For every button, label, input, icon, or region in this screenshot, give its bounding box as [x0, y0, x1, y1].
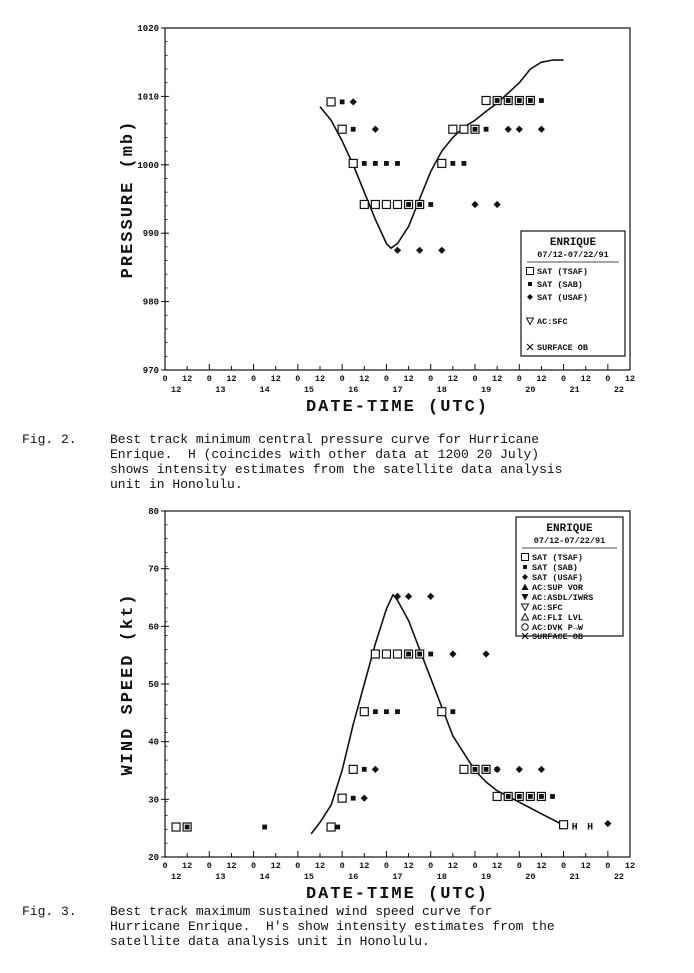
data-point-open-square	[327, 823, 335, 831]
x-tick-day-label: 21	[569, 385, 580, 395]
data-point-diamond	[372, 126, 379, 133]
h-estimate-label: H	[587, 822, 594, 834]
legend-entry: AC:SUP VOR	[532, 583, 584, 593]
x-tick-hour-label: 12	[314, 374, 326, 384]
x-tick-hour-label: 12	[270, 861, 281, 871]
x-tick-hour-label: 12	[580, 374, 591, 384]
x-tick-day-label: 15	[303, 385, 315, 395]
x-tick-day-label: 17	[392, 872, 403, 882]
data-point-open-square	[172, 823, 180, 831]
data-point-open-square	[327, 98, 335, 106]
x-tick-day-label: 21	[569, 872, 580, 882]
x-tick-hour-label: 0	[251, 861, 257, 871]
data-point-filled-square	[185, 825, 190, 830]
data-point-diamond	[604, 820, 611, 827]
data-point-filled-square	[406, 202, 411, 207]
legend-entry: SAT (USAF)	[537, 293, 589, 303]
series-diamond	[350, 98, 545, 254]
x-tick-hour-label: 0	[251, 374, 257, 384]
data-point-filled-square	[395, 161, 400, 166]
x-tick-hour-label: 0	[295, 861, 301, 871]
x-tick-hour-label: 12	[624, 861, 636, 871]
x-tick-day-label: 13	[215, 385, 226, 395]
x-tick-hour-label: 0	[472, 861, 478, 871]
x-tick-hour-label: 12	[492, 374, 503, 384]
wind-speed-chart	[0, 500, 694, 920]
data-point-filled-square	[528, 98, 533, 103]
data-point-open-square	[449, 125, 457, 133]
best-track-curve	[320, 60, 564, 248]
legend-entry: SAT (SAB)	[537, 280, 583, 290]
data-point-diamond	[350, 98, 357, 105]
x-tick-day-label: 19	[480, 872, 492, 882]
legend-entry: SAT (TSAF)	[537, 267, 589, 277]
x-tick-hour-label: 12	[447, 374, 458, 384]
x-tick-day-label: 16	[348, 385, 359, 395]
x-tick-day-label: 13	[215, 872, 226, 882]
data-point-filled-square	[550, 794, 555, 799]
x-axis-label: DATE-TIME (UTC)	[305, 885, 490, 904]
x-tick-hour-label: 0	[428, 374, 434, 384]
legend-entry: SURFACE OB	[532, 632, 584, 642]
x-tick-day-label: 18	[436, 872, 447, 882]
data-point-open-square	[371, 200, 379, 208]
data-point-diamond	[494, 766, 501, 773]
data-point-filled-square	[384, 161, 389, 166]
data-point-open-square	[349, 765, 357, 773]
data-point-filled-square	[362, 767, 367, 772]
data-point-filled-square	[539, 98, 544, 103]
h-estimate-label: H	[571, 822, 578, 834]
data-point-open-square	[338, 125, 346, 133]
x-tick-hour-label: 0	[561, 374, 567, 384]
legend-symbol-0	[527, 268, 534, 275]
data-point-diamond	[516, 126, 523, 133]
y-axis-label: PRESSURE (mb)	[119, 119, 138, 279]
x-tick-hour-label: 12	[580, 861, 591, 871]
legend-entry: AC:ASDL/IWRS	[532, 593, 594, 603]
figure-3-text: Best track maximum sustained wind speed curve for Hurricane Enrique. H's show intensity estimates from the satellite data analysis unit in Honolulu.	[110, 904, 555, 949]
legend-entry: AC:FLI LVL	[532, 613, 584, 623]
x-tick-hour-label: 0	[428, 861, 434, 871]
x-tick-hour-label: 12	[403, 374, 414, 384]
figure-3-number: Fig. 3.	[22, 904, 77, 919]
data-point-open-square	[438, 159, 446, 167]
data-point-filled-square	[362, 161, 367, 166]
legend-entry: SURFACE OB	[537, 343, 589, 353]
data-point-filled-square	[262, 825, 267, 830]
data-point-filled-square	[417, 202, 422, 207]
series-open-square	[327, 97, 534, 209]
data-point-open-square	[360, 200, 368, 208]
y-tick-label: 50	[148, 680, 159, 690]
legend-entry: AC:SFC	[532, 603, 563, 613]
legend-subtitle: 07/12-07/22/91	[533, 536, 606, 546]
data-point-open-square	[394, 650, 402, 658]
data-point-diamond	[505, 126, 512, 133]
data-point-filled-square	[517, 98, 522, 103]
x-tick-hour-label: 0	[339, 374, 345, 384]
data-point-filled-square	[406, 652, 411, 657]
legend-subtitle: 07/12-07/22/91	[537, 250, 609, 260]
x-tick-hour-label: 0	[206, 374, 212, 384]
x-tick-day-label: 22	[613, 385, 625, 395]
y-tick-label: 1020	[137, 24, 159, 34]
data-point-diamond	[361, 795, 368, 802]
legend-title: ENRIQUE	[549, 237, 597, 249]
y-tick-label: 20	[148, 853, 159, 863]
data-point-diamond	[416, 247, 423, 254]
x-tick-day-label: 17	[392, 385, 403, 395]
data-point-open-square	[382, 650, 390, 658]
pressure-chart	[0, 0, 694, 430]
data-point-filled-square	[539, 794, 544, 799]
legend-symbol-1	[528, 282, 532, 286]
data-point-filled-square	[473, 127, 478, 132]
data-point-open-square	[338, 794, 346, 802]
data-point-filled-square	[351, 127, 356, 132]
data-point-diamond	[449, 650, 456, 657]
data-point-filled-square	[417, 652, 422, 657]
x-tick-hour-label: 0	[383, 861, 389, 871]
data-point-open-square	[371, 650, 379, 658]
x-tick-hour-label: 12	[536, 861, 547, 871]
x-tick-hour-label: 12	[182, 861, 193, 871]
data-point-diamond	[538, 126, 545, 133]
y-tick-label: 1000	[137, 160, 159, 171]
x-tick-hour-label: 12	[492, 861, 503, 871]
data-point-open-square	[360, 708, 368, 716]
data-point-filled-square	[428, 202, 433, 207]
x-tick-hour-label: 0	[162, 861, 168, 871]
x-tick-hour-label: 0	[605, 374, 611, 384]
data-point-filled-square	[428, 652, 433, 657]
x-tick-day-label: 22	[613, 872, 625, 882]
x-tick-day-label: 12	[170, 872, 182, 882]
data-point-diamond	[494, 201, 501, 208]
figure-2-caption	[22, 432, 682, 492]
x-tick-hour-label: 12	[536, 374, 547, 384]
data-point-diamond	[394, 593, 401, 600]
data-point-diamond	[438, 247, 445, 254]
data-point-diamond	[394, 247, 401, 254]
legend-entry: AC:DVK P→W	[532, 623, 584, 633]
data-point-open-square	[493, 792, 501, 800]
data-point-filled-square	[450, 709, 455, 714]
x-tick-day-label: 20	[525, 385, 536, 395]
data-point-diamond	[372, 766, 379, 773]
y-tick-label: 970	[142, 366, 159, 376]
x-tick-hour-label: 12	[226, 374, 237, 384]
y-tick-label: 70	[148, 564, 159, 575]
data-point-filled-square	[351, 796, 356, 801]
x-tick-hour-label: 12	[314, 861, 326, 871]
x-tick-hour-label: 0	[339, 861, 345, 871]
data-point-open-square	[382, 200, 390, 208]
x-tick-hour-label: 0	[162, 374, 168, 384]
data-point-filled-square	[450, 161, 455, 166]
y-tick-label: 990	[142, 229, 159, 240]
data-point-filled-square	[495, 98, 500, 103]
data-point-filled-square	[506, 98, 511, 103]
x-tick-day-label: 18	[436, 385, 447, 395]
figure-2-number: Fig. 2.	[22, 432, 77, 447]
data-point-filled-square	[373, 709, 378, 714]
data-point-filled-square	[462, 161, 467, 166]
y-tick-label: 60	[148, 622, 159, 633]
x-tick-hour-label: 12	[182, 374, 193, 384]
x-tick-hour-label: 12	[359, 861, 370, 871]
data-point-filled-square	[484, 127, 489, 132]
data-point-diamond	[516, 766, 523, 773]
x-tick-hour-label: 12	[359, 374, 370, 384]
x-tick-hour-label: 0	[383, 374, 389, 384]
x-tick-hour-label: 0	[605, 861, 611, 871]
data-point-diamond	[482, 650, 489, 657]
data-point-open-square	[460, 765, 468, 773]
data-point-filled-square	[340, 99, 345, 104]
y-tick-label: 40	[148, 737, 159, 748]
x-tick-day-label: 16	[348, 872, 359, 882]
x-tick-hour-label: 0	[295, 374, 301, 384]
x-tick-hour-label: 0	[472, 374, 478, 384]
legend-entry: SAT (TSAF)	[532, 553, 584, 563]
y-tick-label: 980	[142, 297, 159, 308]
x-tick-day-label: 20	[525, 872, 536, 882]
x-tick-hour-label: 0	[561, 861, 567, 871]
series-open-square	[172, 650, 568, 831]
data-point-open-square	[482, 97, 490, 105]
x-axis-label: DATE-TIME (UTC)	[305, 398, 490, 417]
x-tick-hour-label: 12	[226, 861, 237, 871]
data-point-filled-square	[506, 794, 511, 799]
x-tick-day-label: 12	[170, 385, 182, 395]
data-point-open-square	[349, 159, 357, 167]
data-point-filled-square	[395, 709, 400, 714]
y-axis-label: WIND SPEED (kt)	[119, 592, 138, 776]
figure-2-text: Best track minimum central pressure curve for Hurricane Enrique. H (coincides with other data at 1200 20 July) shows intensity estimates from the satellite data analysis unit in Honolulu.	[110, 432, 563, 492]
data-point-open-square	[560, 821, 568, 829]
legend-entry: AC:SFC	[537, 317, 568, 327]
legend-entry: SAT (USAF)	[532, 573, 584, 583]
y-tick-label: 30	[148, 795, 159, 806]
y-tick-label: 80	[148, 507, 159, 517]
legend-symbol-1	[523, 565, 527, 569]
data-point-diamond	[538, 766, 545, 773]
x-tick-day-label: 14	[259, 872, 270, 882]
data-point-filled-square	[384, 709, 389, 714]
x-tick-day-label: 15	[303, 872, 315, 882]
data-point-diamond	[471, 201, 478, 208]
data-point-filled-square	[473, 767, 478, 772]
figure-3-caption	[22, 904, 682, 949]
data-point-filled-square	[373, 161, 378, 166]
series-filled-square	[185, 652, 555, 830]
x-tick-hour-label: 12	[270, 374, 281, 384]
x-tick-hour-label: 12	[624, 374, 636, 384]
x-tick-hour-label: 0	[516, 861, 522, 871]
x-tick-hour-label: 12	[403, 861, 414, 871]
legend-symbol-0	[522, 554, 529, 561]
data-point-filled-square	[335, 825, 340, 830]
y-tick-label: 1010	[137, 92, 159, 103]
data-point-filled-square	[484, 767, 489, 772]
data-point-open-square	[394, 200, 402, 208]
data-point-open-square	[460, 125, 468, 133]
data-point-diamond	[405, 593, 412, 600]
data-point-filled-square	[517, 794, 522, 799]
legend-entry: SAT (SAB)	[532, 563, 578, 573]
x-tick-hour-label: 0	[206, 861, 212, 871]
x-tick-day-label: 14	[259, 385, 270, 395]
x-tick-hour-label: 0	[516, 374, 522, 384]
x-tick-day-label: 19	[480, 385, 492, 395]
data-point-diamond	[427, 593, 434, 600]
legend-title: ENRIQUE	[546, 523, 593, 535]
data-point-filled-square	[528, 794, 533, 799]
x-tick-hour-label: 12	[447, 861, 458, 871]
data-point-open-square	[438, 708, 446, 716]
